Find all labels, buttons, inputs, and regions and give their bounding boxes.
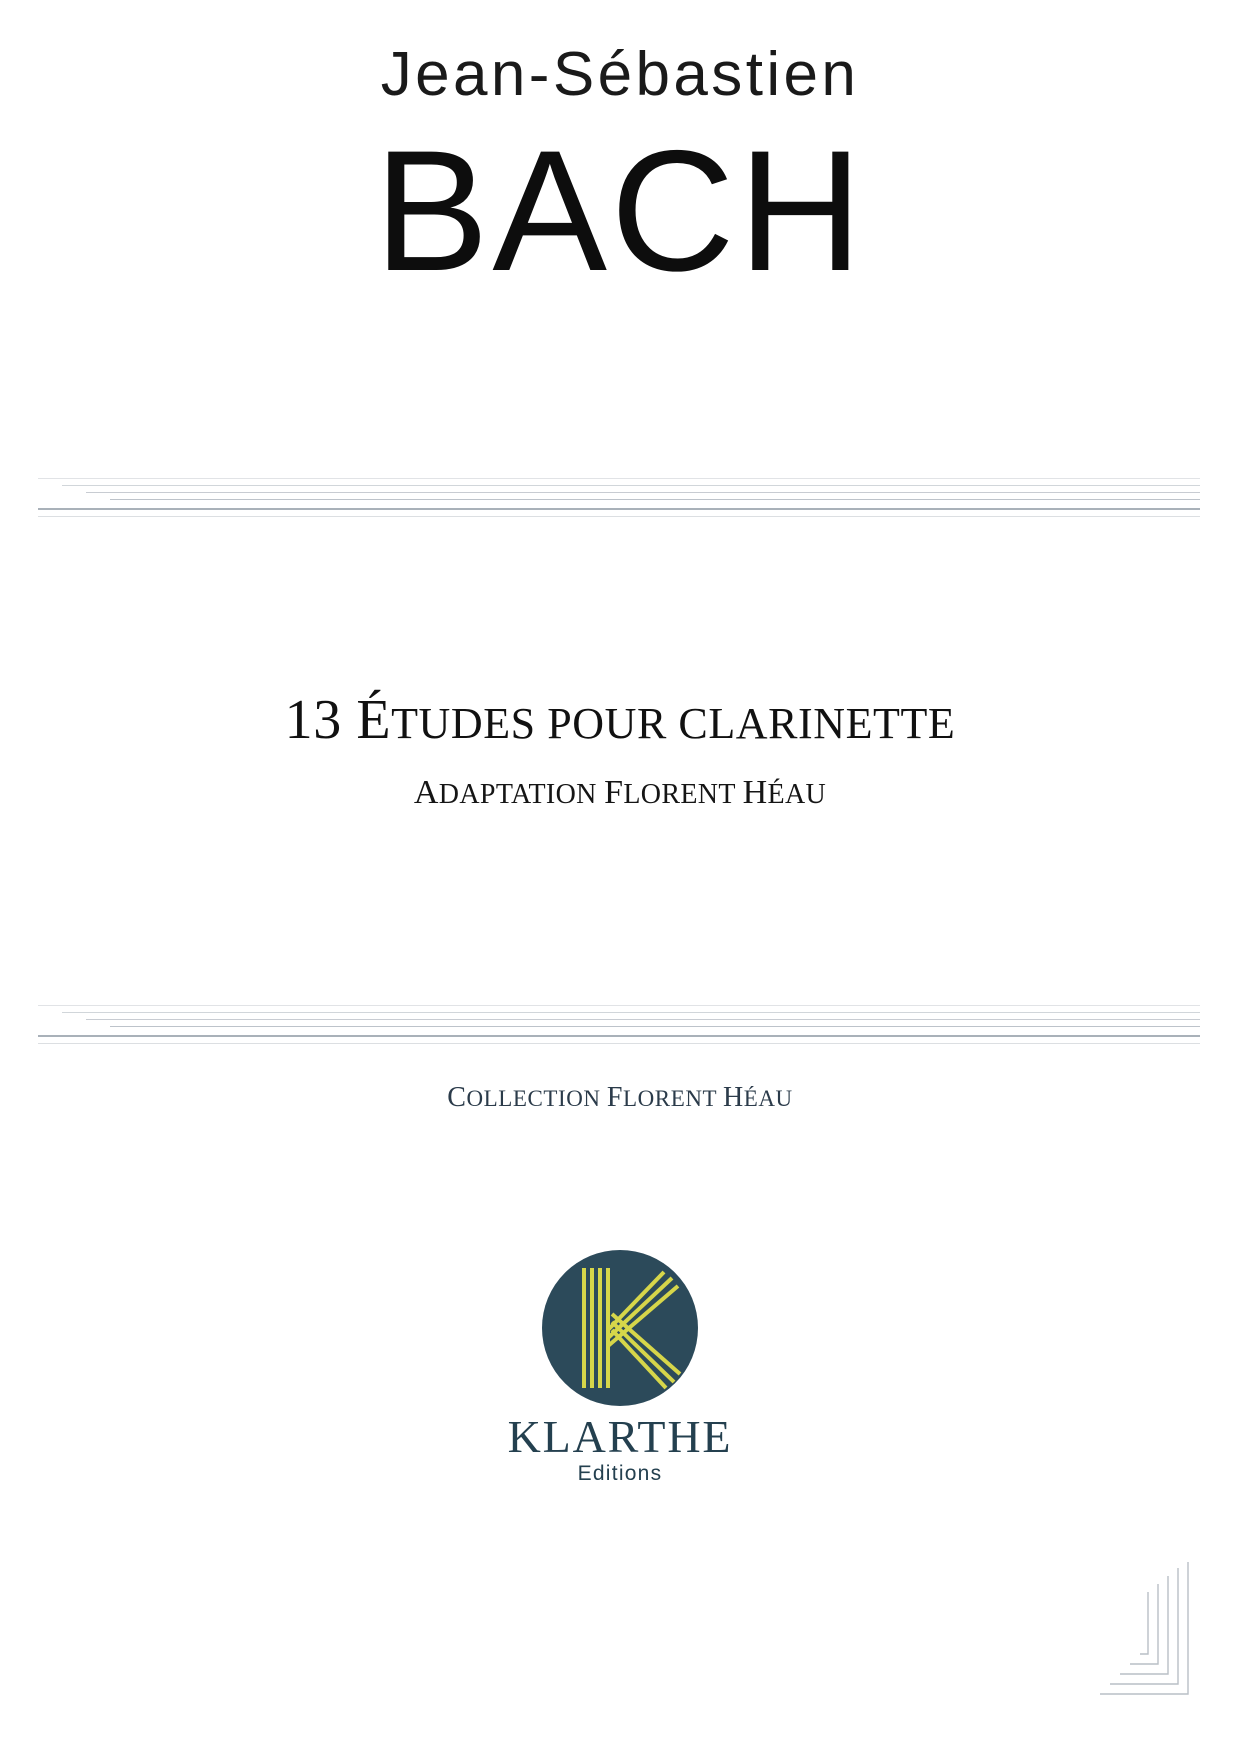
composer-first-name: Jean-Sébastien (380, 40, 860, 109)
collection-part-2: LORENT (623, 1086, 723, 1111)
corner-decoration-icon (1092, 1562, 1202, 1702)
work-title (0, 690, 1240, 752)
collection-line (0, 1082, 1240, 1114)
composer-last-name: BACH (374, 115, 866, 308)
collection-part-3: ÉAU (743, 1086, 793, 1111)
publisher-tagline: Editions (577, 1462, 663, 1485)
publisher-name: KLARTHE (507, 1411, 733, 1462)
rule-line (62, 485, 1200, 486)
work-title-initial: É (356, 689, 392, 751)
work-title-smallcaps: TUDES POUR CLARINETTE (391, 699, 956, 748)
publisher-logo-block (0, 1248, 1240, 1486)
rule-line (38, 1035, 1200, 1037)
work-title-lead: 13 (284, 689, 357, 751)
rule-line (38, 1043, 1200, 1044)
rule-line (38, 478, 1200, 479)
rule-line (38, 516, 1200, 517)
work-subtitle-part-3: ÉAU (767, 778, 827, 810)
collection-initial-2: F (606, 1082, 624, 1113)
title-block (0, 690, 1240, 812)
decorative-rule-bottom (0, 1005, 1240, 1051)
rule-line (38, 508, 1200, 510)
work-subtitle (0, 774, 1240, 812)
work-subtitle-initial-3: H (742, 773, 768, 811)
work-subtitle-part-2: LORENT (623, 778, 743, 810)
rule-line (110, 1026, 1200, 1027)
decorative-rule-top (0, 478, 1240, 524)
klarthe-logo-icon (540, 1248, 700, 1408)
work-subtitle-initial: A (413, 773, 439, 811)
work-subtitle-part: DAPTATION (438, 778, 605, 810)
rule-line (62, 1012, 1200, 1013)
composer-block (0, 40, 1240, 308)
rule-line (38, 1005, 1200, 1006)
collection-initial: C (447, 1082, 467, 1113)
work-subtitle-initial-2: F (604, 773, 624, 811)
rule-line (110, 499, 1200, 500)
collection-part: OLLECTION (466, 1086, 607, 1111)
rule-line (86, 1019, 1200, 1020)
rule-line (86, 492, 1200, 493)
collection-initial-3: H (723, 1082, 744, 1113)
